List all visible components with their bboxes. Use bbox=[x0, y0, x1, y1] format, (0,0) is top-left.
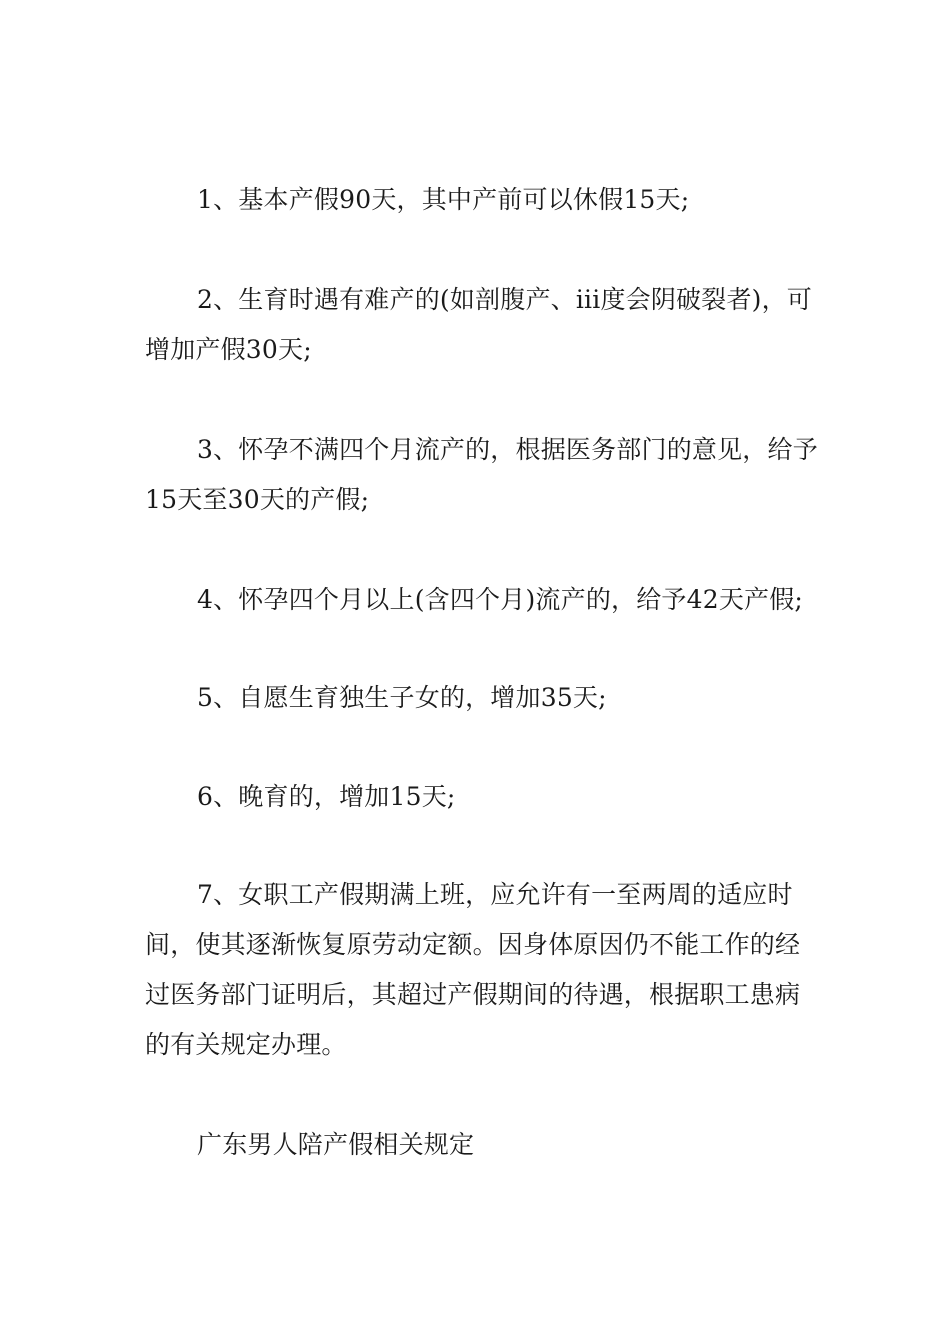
section-heading-paternity-leave: 广东男人陪产假相关规定 bbox=[197, 1130, 475, 1159]
paragraph-miscarriage-over-4-months: 4、怀孕四个月以上(含四个月)流产的，给予42天产假; bbox=[197, 585, 804, 614]
paragraph-late-birth: 6、晚育的，增加15天; bbox=[197, 782, 456, 811]
paragraph-miscarriage-under-4-months: 3、怀孕不满四个月流产的，根据医务部门的意见，给予15天至30天的产假; bbox=[145, 435, 818, 514]
paragraph-difficult-birth: 2、生育时遇有难产的(如剖腹产、iii度会阴破裂者)，可增加产假30天; bbox=[145, 285, 813, 364]
paragraph-basic-leave: 1、基本产假90天，其中产前可以休假15天; bbox=[197, 185, 690, 214]
paragraph-only-child: 5、自愿生育独生子女的，增加35天; bbox=[197, 683, 607, 712]
paragraph-return-to-work: 7、女职工产假期满上班，应允许有一至两周的适应时间，使其逐渐恢复原劳动定额。因身体原因仍不能工作的经过医务部门证明后，其超过产假期间的待遇，根据职工患病的有关规定办理。 bbox=[145, 880, 801, 1059]
